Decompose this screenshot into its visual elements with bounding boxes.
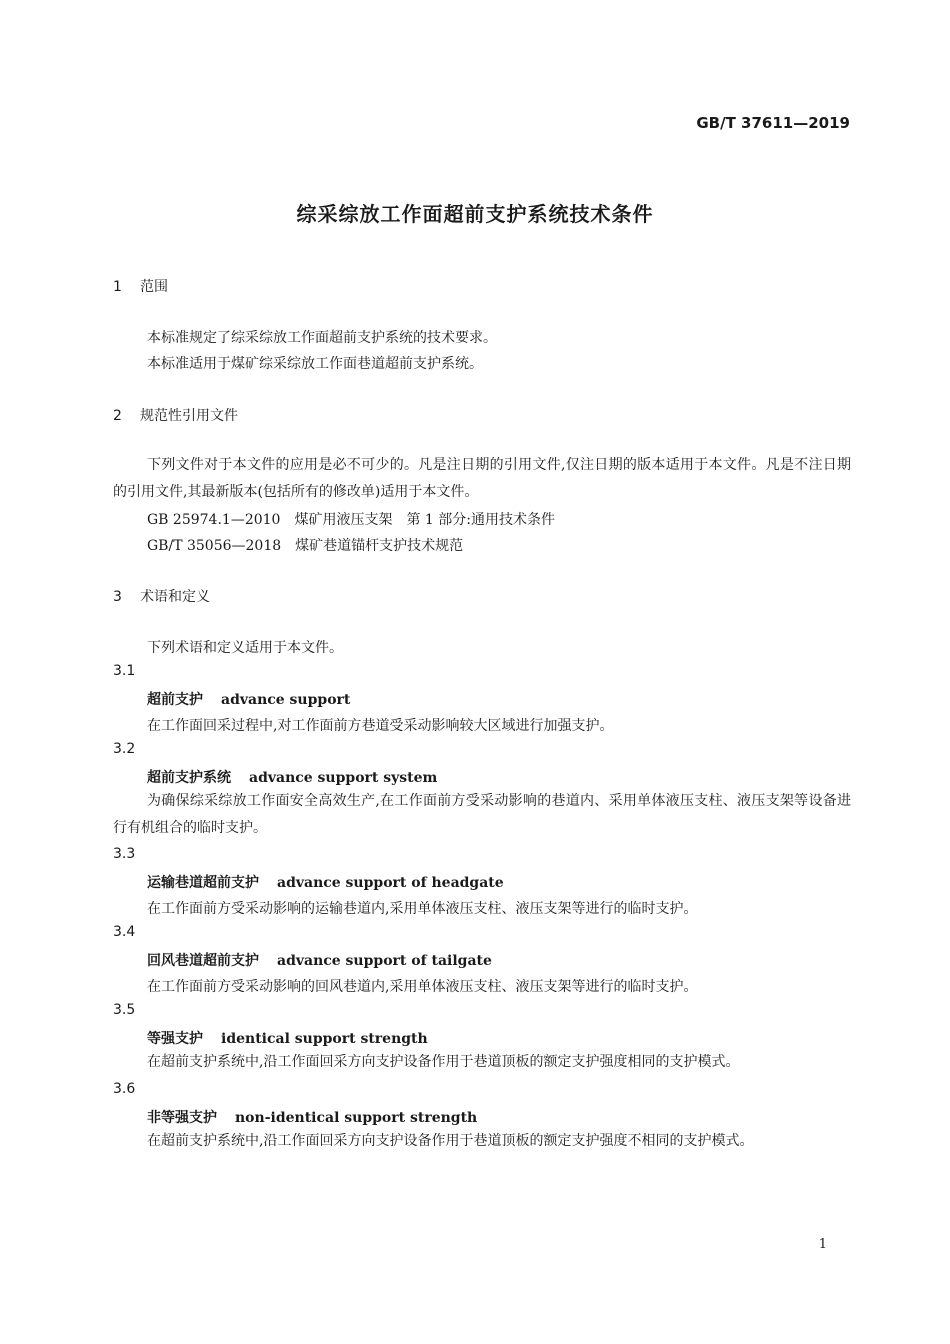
term-number: 3.2 [113, 741, 136, 757]
term-chinese: 超前支护系统 [147, 770, 231, 786]
term-number: 3.4 [113, 924, 136, 940]
section-number: 2 [113, 408, 122, 424]
term-number: 3.3 [113, 846, 136, 862]
paragraph: 下列术语和定义适用于本文件。 [147, 640, 343, 656]
term-heading [147, 1107, 477, 1127]
document-title: 综采综放工作面超前支护系统技术条件 [296, 202, 654, 226]
reference-item: GB 25974.1—2010 煤矿用液压支架 第 1 部分:通用技术条件 [147, 512, 555, 528]
section-title: 规范性引用文件 [140, 408, 238, 424]
term-number: 3.5 [113, 1002, 136, 1018]
section-number: 3 [113, 589, 122, 605]
term-chinese: 回风巷道超前支护 [147, 953, 259, 969]
term-chinese: 超前支护 [147, 692, 203, 708]
standard-code: GB/T 37611—2019 [696, 114, 850, 132]
term-chinese: 运输巷道超前支护 [147, 875, 259, 891]
term-chinese: 非等强支护 [147, 1110, 217, 1126]
term-definition: 在超前支护系统中,沿工作面回采方向支护设备作用于巷道顶板的额定支护强度相同的支护模式。 [147, 1054, 740, 1070]
term-definition: 在工作面前方受采动影响的运输巷道内,采用单体液压支柱、液压支架等进行的临时支护。 [147, 901, 698, 917]
term-english: advance support of tailgate [277, 953, 492, 969]
term-definition: 在工作面回采过程中,对工作面前方巷道受采动影响较大区域进行加强支护。 [147, 718, 614, 734]
term-number: 3.6 [113, 1081, 136, 1097]
section-number: 1 [113, 279, 122, 295]
term-heading [147, 689, 350, 709]
term-chinese: 等强支护 [147, 1031, 203, 1047]
paragraph: 下列文件对于本文件的应用是必不可少的。凡是注日期的引用文件,仅注日期的版本适用于本文件。凡是不注日期的引用文件,其最新版本(包括所有的修改单)适用于本文件。 [113, 457, 851, 500]
term-english: identical support strength [221, 1031, 428, 1047]
section-title: 范围 [140, 279, 168, 295]
section-title: 术语和定义 [140, 589, 210, 605]
term-english: non-identical support strength [235, 1110, 478, 1126]
term-number: 3.1 [113, 663, 136, 679]
term-english: advance support of headgate [277, 875, 504, 891]
term-heading [147, 1028, 428, 1048]
section-3-heading [113, 586, 210, 606]
paragraph: 本标准适用于煤矿综采综放工作面巷道超前支护系统。 [147, 356, 483, 372]
term-english: advance support [221, 692, 351, 708]
paragraph: 本标准规定了综采综放工作面超前支护系统的技术要求。 [147, 330, 497, 346]
reference-item: GB/T 35056—2018 煤矿巷道锚杆支护技术规范 [147, 538, 464, 554]
term-definition: 在工作面前方受采动影响的回风巷道内,采用单体液压支柱、液压支架等进行的临时支护。 [147, 979, 698, 995]
term-heading [147, 950, 492, 970]
term-definition: 在超前支护系统中,沿工作面回采方向支护设备作用于巷道顶板的额定支护强度不相同的支护模式。 [147, 1133, 754, 1149]
section-2-heading [113, 405, 238, 425]
term-heading [147, 872, 504, 892]
section-1-heading [113, 276, 168, 296]
term-heading [147, 767, 437, 787]
term-definition: 为确保综采综放工作面安全高效生产,在工作面前方受采动影响的巷道内、采用单体液压支柱、液压支架等设备进行有机组合的临时支护。 [113, 793, 851, 836]
term-english: advance support system [249, 770, 438, 786]
page-number: 1 [818, 1237, 827, 1252]
